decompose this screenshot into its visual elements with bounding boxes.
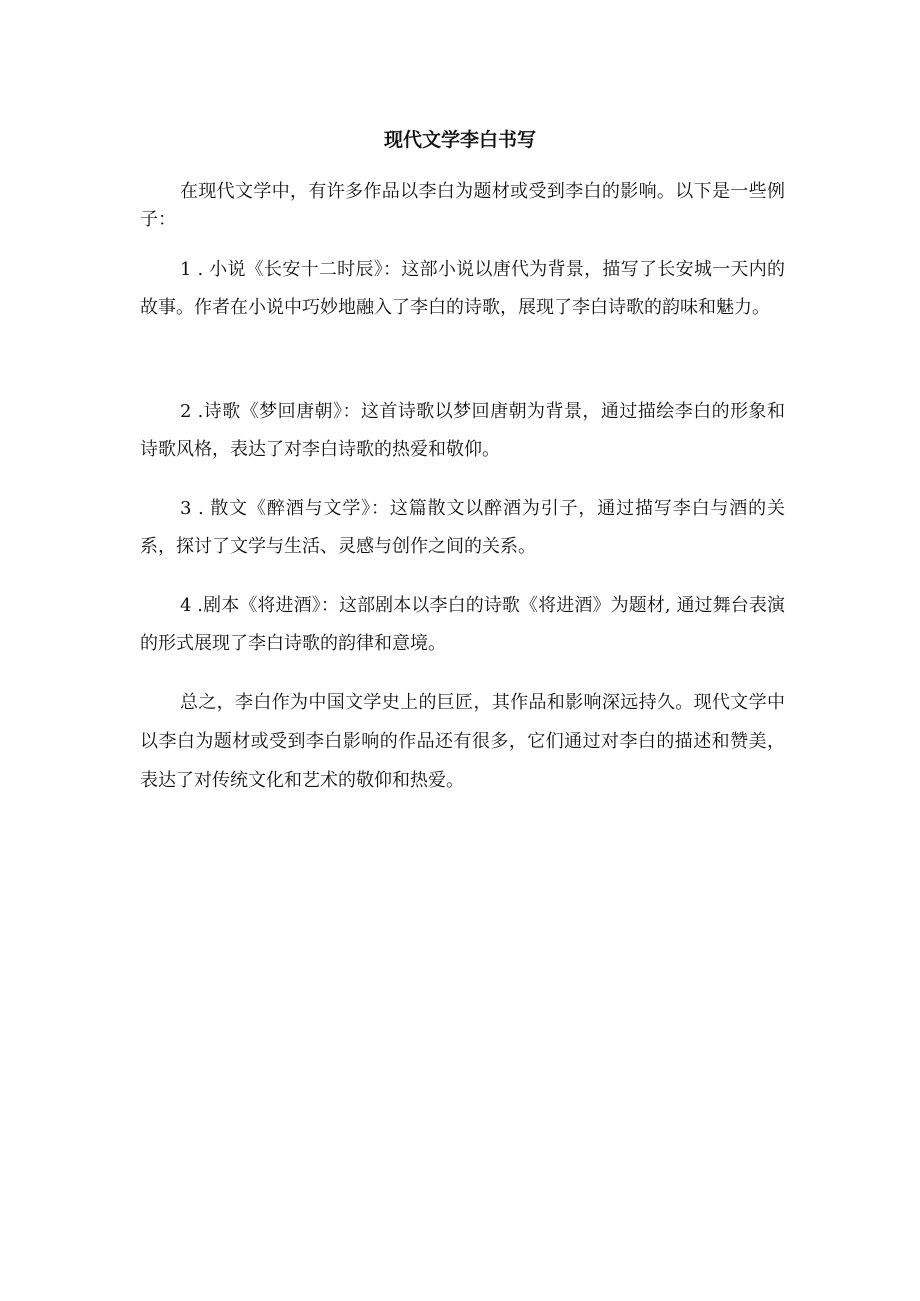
list-item-play: 4 .剧本《将进酒》：这部剧本以李白的诗歌《将进酒》为题材, 通过舞台表演的形式展现了李白诗歌的韵律和意境。 xyxy=(140,595,785,654)
list-item-poem: 2 .诗歌《梦回唐朝》：这首诗歌以梦回唐朝为背景，通过描绘李白的形象和诗歌风格，表达了对李白诗歌的热爱和敬仰。 xyxy=(140,401,785,460)
list-item-essay: 3 . 散文《醉酒与文学》：这篇散文以醉酒为引子，通过描写李白与酒的关系，探讨了文学与生活、灵感与创作之间的关系。 xyxy=(140,498,785,557)
document-title: 现代文学李白书写 xyxy=(383,129,536,151)
list-item-novel: 1 . 小说《长安十二时辰》：这部小说以唐代为背景，描写了长安城一天内的故事。作者在小说中巧妙地融入了李白的诗歌，展现了李白诗歌的韵味和魅力。 xyxy=(140,259,785,318)
intro-paragraph: 在现代文学中，有许多作品以李白为题材或受到李白的影响。以下是一些例子： xyxy=(140,181,785,230)
conclusion-paragraph: 总之，李白作为中国文学史上的巨匠，其作品和影响深远持久。现代文学中以李白为题材或受到李白影响的作品还有很多，它们通过对李白的描述和赞美，表达了对传统文化和艺术的敬仰和热爱。 xyxy=(140,692,785,791)
